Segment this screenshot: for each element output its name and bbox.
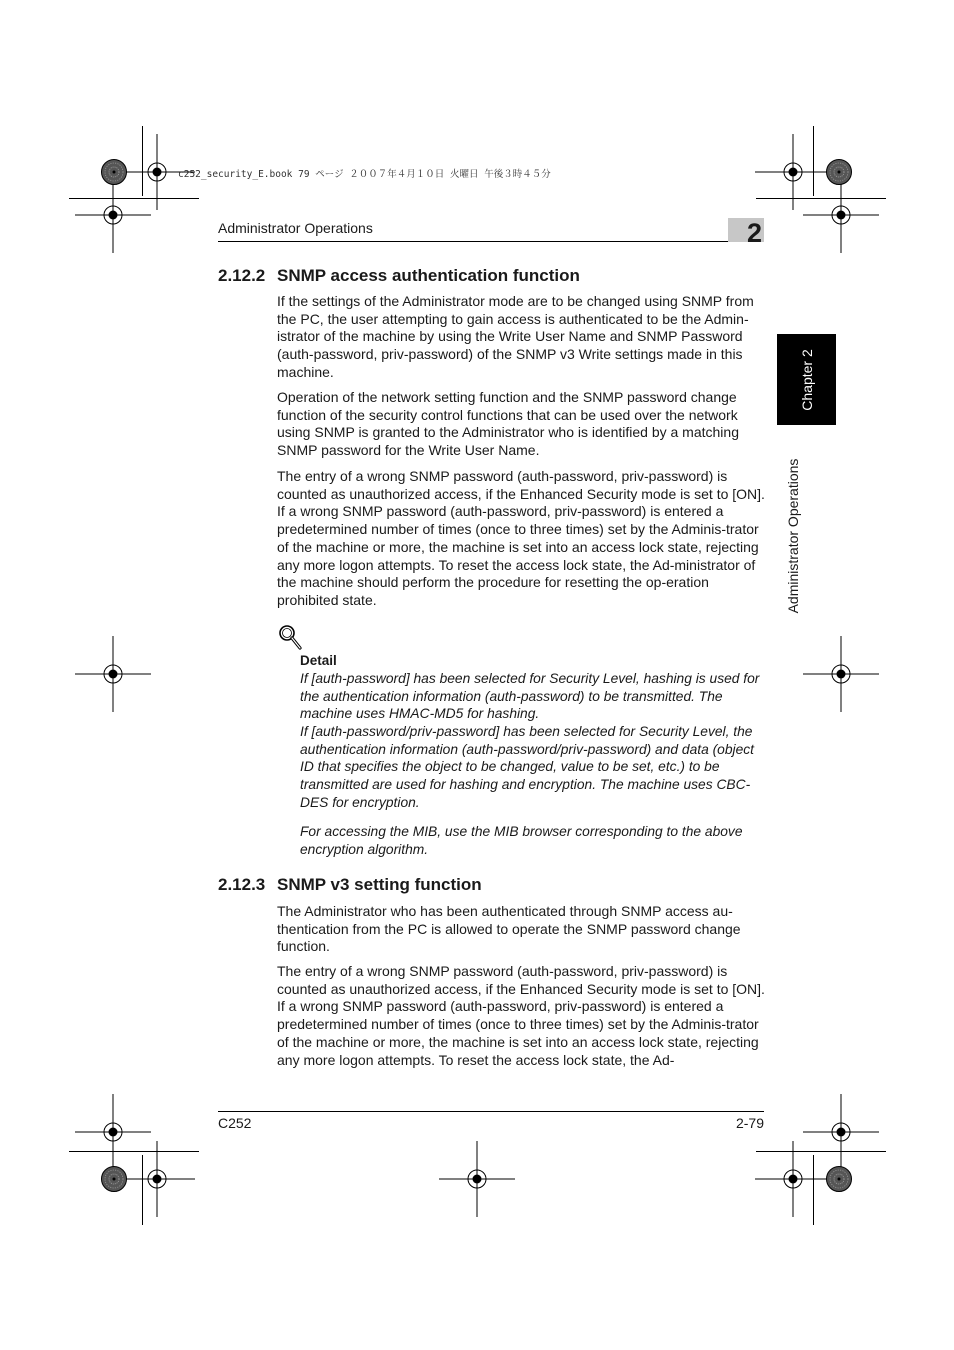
- detail-note: If [auth-password] has been selected for Security Level, hashing is used for the authentication information (auth-password) to be transmitted. The machine uses HMAC-MD5 for hashing.: [300, 671, 760, 722]
- chapter-number-box: 2: [728, 218, 764, 242]
- footer-model: C252: [218, 1115, 252, 1131]
- registration-mark: [75, 177, 151, 253]
- section-side-label-text: Administrator Operations: [785, 458, 801, 614]
- printer-info-line: c252_security_E.book 79 ページ ２００７年４月１０日 火曜日 午後３時４５分: [178, 169, 551, 180]
- paragraph: The entry of a wrong SNMP password (auth-password, priv-password) is counted as unauthorized access, if the Enhanced Security mode is set to [ON]. If a wrong SNMP password (auth-password, priv-password) is entered a predetermined number of times (once to three times) set by the Adminis-trator of the machine or more, the machine is set into an access lock state, rejecting any more logon attempts. To reset the access lock state, the Ad-: [277, 963, 765, 1068]
- running-header-title: Administrator Operations: [218, 220, 373, 236]
- chapter-side-tab-label: Chapter 2: [798, 348, 815, 411]
- color-target-mark: [827, 160, 852, 185]
- paragraph: The entry of a wrong SNMP password (auth-password, priv-password) is counted as unauthorized access, if the Enhanced Security mode is set to [ON]. If a wrong SNMP password (auth-password, priv-password) is entered a predetermined number of times (once to three times) set by the Adminis-trator of the machine or more, the machine is set into an access lock state, rejecting any more logon attempts. To reset the access lock state, the Ad-ministrator of the machine should perform the procedure for resetting the op-eration prohibited state.: [277, 468, 765, 608]
- section-title: SNMP access authentication function: [277, 266, 580, 285]
- color-target-mark: [102, 1167, 127, 1192]
- section-number: 2.12.3: [218, 875, 266, 894]
- paragraph: Operation of the network setting function and the SNMP password change function of the security control functions that can be used over the network using SNMP is granted to the Administrator who is identified by a matching SNMP password for the Write User Name.: [277, 389, 739, 459]
- section-title: SNMP v3 setting function: [277, 875, 482, 894]
- registration-mark: [803, 177, 879, 253]
- color-target-mark: [102, 160, 127, 185]
- detail-label: Detail: [300, 653, 337, 668]
- paragraph: If the settings of the Administrator mode are to be changed using SNMP from the PC, the user attempting to gain access is authenticated to be the Admin-istrator of the machine by using the Write User Name and SNMP Password (auth-password, priv-password) of the SNMP v3 Write settings made in this machine.: [277, 293, 754, 380]
- registration-mark: [75, 636, 151, 712]
- registration-mark: [439, 1141, 515, 1217]
- registration-mark: [119, 134, 195, 210]
- registration-mark: [75, 1094, 151, 1170]
- section-number: 2.12.2: [218, 266, 266, 285]
- color-target-mark: [827, 1167, 852, 1192]
- registration-mark: [803, 636, 879, 712]
- detail-note: For accessing the MIB, use the MIB browser corresponding to the above encryption algorithm.: [300, 824, 743, 857]
- registration-mark: [119, 1141, 195, 1217]
- registration-mark: [755, 1141, 831, 1217]
- footer-page-number: 2-79: [735, 1115, 764, 1131]
- registration-mark: [803, 1094, 879, 1170]
- registration-mark: [755, 134, 831, 210]
- paragraph: The Administrator who has been authenticated through SNMP access au-thentication from the PC is allowed to operate the SNMP password change function.: [277, 903, 741, 955]
- detail-note: If [auth-password/priv-password] has been selected for Security Level, the authentication information (auth-password/priv-password) and data (object ID that specifies the object to be changed, value to be set, etc.) to be transmitted are used for hashing and encryption. The machine uses CBC-DES for encryption.: [300, 724, 755, 810]
